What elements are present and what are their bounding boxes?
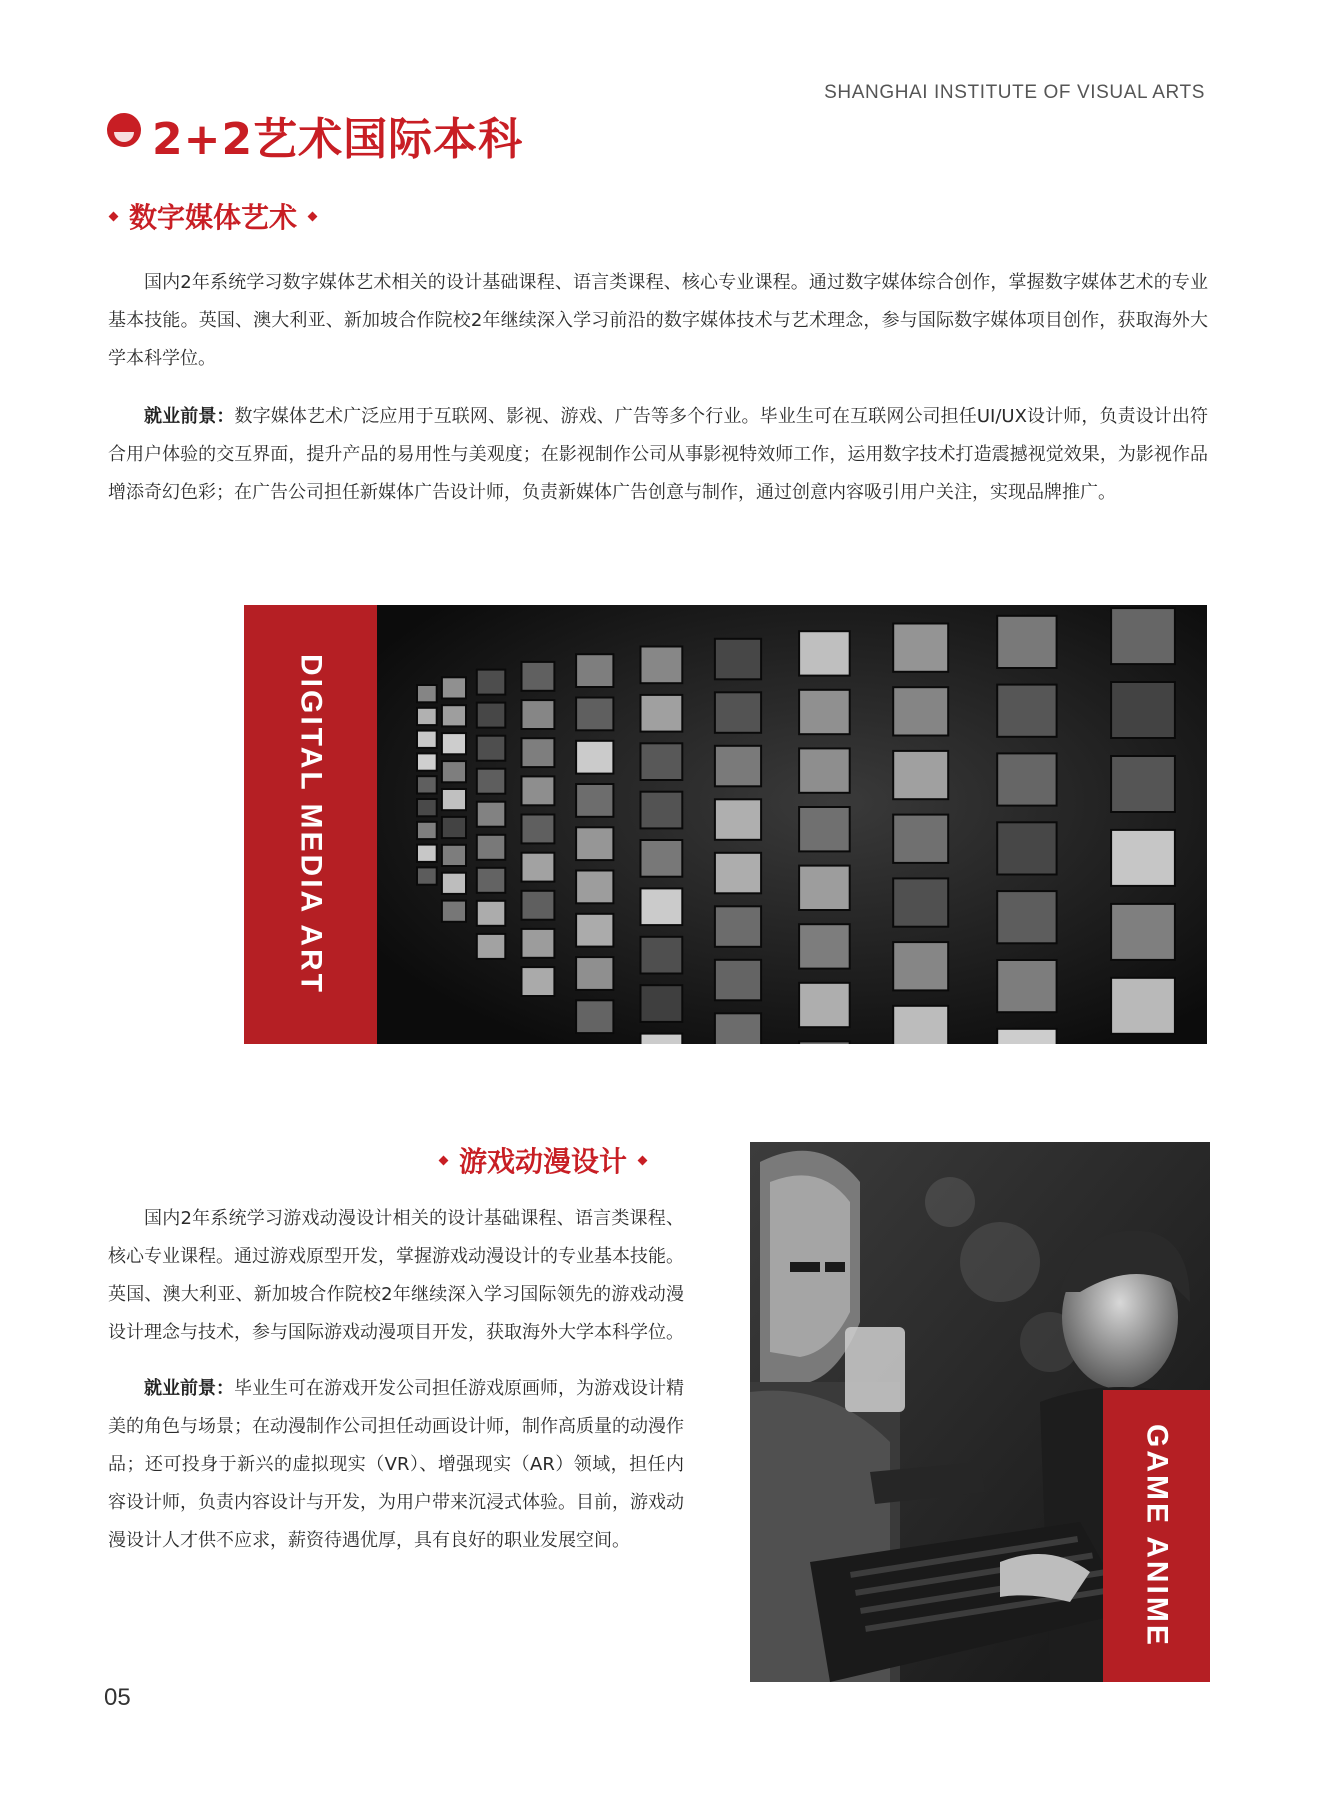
screen-tile	[522, 929, 555, 958]
screen-tile	[576, 827, 613, 860]
screen-tile	[641, 840, 683, 877]
screen-tile	[477, 868, 506, 893]
screen-tile	[576, 1000, 613, 1033]
screen-tile	[893, 751, 948, 799]
institute-name: SHANGHAI INSTITUTE OF VISUAL ARTS	[824, 82, 1205, 103]
screen-tile	[997, 616, 1056, 668]
screen-tile	[715, 639, 761, 680]
screen-tile	[417, 799, 437, 816]
screen-tile	[477, 736, 506, 761]
screen-tile	[576, 914, 613, 947]
screen-tile	[641, 937, 683, 974]
screen-tile	[893, 1006, 948, 1044]
game-anime-text	[108, 1200, 684, 1560]
screen-tile	[576, 654, 613, 687]
screen-tile	[715, 799, 761, 840]
digital-media-label	[244, 605, 377, 1044]
game-anime-label-text: GAME ANIME	[1140, 1424, 1174, 1648]
section-heading-text: 游戏动漫设计	[459, 1145, 628, 1178]
screen-tile	[1111, 608, 1175, 664]
page-number: 05	[104, 1684, 131, 1711]
screen-tile	[641, 792, 683, 829]
screen-tile	[442, 817, 466, 838]
career-text: 毕业生可在游戏开发公司担任游戏原画师，为游戏设计精美的角色与场景；在动漫制作公司担任动画设计师，制作高质量的动漫作品；还可投身于新兴的虚拟现实（VR）、增强现实（AR）领域，担任内容设计师，负责内容设计与开发，为用户带来沉浸式体验。目前，游戏动漫设计人才供不应求，薪资待遇优厚，具有良好的职业发展空间。	[108, 1378, 684, 1551]
screen-tile	[522, 815, 555, 844]
screen-tile	[477, 703, 506, 728]
screen-tile	[641, 695, 683, 732]
screen-tile	[576, 784, 613, 817]
career-text: 数字媒体艺术广泛应用于互联网、影视、游戏、广告等多个行业。毕业生可在互联网公司担任UI/UX设计师，负责设计出符合用户体验的交互界面，提升产品的易用性与美观度；在影视制作公司从事影视特效师工作，运用数字技术打造震撼视觉效果，为影视作品增添奇幻色彩；在广告公司担任新媒体广告设计师，负责新媒体广告创意与制作，通过创意内容吸引用户关注，实现品牌推广。	[108, 406, 1208, 503]
screen-tile	[799, 748, 850, 792]
screen-tile	[576, 957, 613, 990]
screen-tile	[799, 807, 850, 851]
screen-tile	[893, 624, 948, 672]
screen-tile	[997, 753, 1056, 805]
screen-tile	[442, 733, 466, 754]
screen-tile	[576, 871, 613, 904]
screen-wall-image	[377, 605, 1207, 1044]
screen-tile	[442, 873, 466, 894]
screen-tile	[477, 835, 506, 860]
screen-tile	[576, 741, 613, 774]
screen-tile	[1111, 756, 1175, 812]
screen-tile	[442, 705, 466, 726]
screen-tile	[522, 776, 555, 805]
screen-tile	[893, 687, 948, 735]
digital-media-career	[108, 398, 1208, 512]
screen-tile	[522, 662, 555, 691]
digital-media-label-text: DIGITAL MEDIA ART	[294, 654, 328, 995]
screen-tile	[417, 685, 437, 702]
screen-tile	[997, 891, 1056, 943]
screen-tile	[477, 769, 506, 794]
diamond-icon	[439, 1155, 449, 1165]
screen-tile	[641, 647, 683, 684]
screen-tile	[641, 985, 683, 1022]
game-anime-intro: 国内2年系统学习游戏动漫设计相关的设计基础课程、语言类课程、核心专业课程。通过游戏原型开发，掌握游戏动漫设计的专业基本技能。英国、澳大利亚、新加坡合作院校2年继续深入学习国际领先的游戏动漫设计理念与技术，参与国际游戏动漫项目开发，获取海外大学本科学位。	[108, 1208, 684, 1343]
screen-tile	[477, 802, 506, 827]
screen-tile	[1111, 682, 1175, 738]
career-label: 就业前景：	[144, 1378, 234, 1399]
diamond-icon	[308, 211, 318, 221]
digital-media-text	[108, 264, 1208, 512]
screen-tile	[522, 853, 555, 882]
red-circle-icon	[106, 112, 142, 148]
diamond-icon	[109, 211, 119, 221]
screen-tile	[997, 822, 1056, 874]
screen-tile	[576, 698, 613, 731]
screen-tile	[522, 891, 555, 920]
screen-tile	[417, 845, 437, 862]
screen-tile	[715, 692, 761, 733]
screen-tile	[1111, 904, 1175, 960]
screen-tile	[477, 670, 506, 695]
screen-tile	[641, 743, 683, 780]
screen-tile	[442, 677, 466, 698]
screen-tile	[799, 690, 850, 734]
screen-tile	[477, 901, 506, 926]
screen-tile	[477, 934, 506, 959]
screen-tile	[1111, 978, 1175, 1034]
digital-media-intro: 国内2年系统学习数字媒体艺术相关的设计基础课程、语言类课程、核心专业课程。通过数字媒体综合创作，掌握数字媒体艺术的专业基本技能。英国、澳大利亚、新加坡合作院校2年继续深入学习前沿的数字媒体技术与艺术理念，参与国际数字媒体项目创作，获取海外大学本科学位。	[108, 272, 1208, 369]
career-label: 就业前景：	[144, 406, 235, 427]
screen-tile	[893, 878, 948, 926]
screen-tile	[799, 983, 850, 1027]
section-heading-game-anime	[428, 1140, 658, 1180]
screen-tile	[522, 967, 555, 996]
screen-tile	[715, 960, 761, 1001]
screen-tile	[715, 906, 761, 947]
section-heading-text: 数字媒体艺术	[129, 201, 298, 234]
screen-tile	[417, 708, 437, 725]
screen-tile	[417, 776, 437, 793]
screen-tile	[997, 685, 1056, 737]
screen-tile	[1111, 830, 1175, 886]
screen-tile	[442, 845, 466, 866]
screen-tile	[715, 853, 761, 894]
screen-tile	[799, 631, 850, 675]
screen-tile	[799, 866, 850, 910]
screen-tile	[893, 815, 948, 863]
screen-tile	[417, 867, 437, 884]
screen-tile	[715, 746, 761, 787]
section-heading-digital-media	[98, 196, 328, 236]
screen-tile	[417, 822, 437, 839]
screen-tile	[715, 1013, 761, 1044]
screen-tile	[799, 924, 850, 968]
screen-tile	[522, 700, 555, 729]
screen-tile	[417, 731, 437, 748]
game-anime-label	[1103, 1390, 1210, 1682]
game-anime-career	[108, 1370, 684, 1560]
screen-tile	[417, 753, 437, 770]
digital-media-photo	[377, 605, 1207, 1044]
diamond-icon	[638, 1155, 648, 1165]
screen-tile	[641, 1034, 683, 1044]
screen-tile	[893, 942, 948, 990]
screen-tile	[442, 789, 466, 810]
screen-tile	[442, 901, 466, 922]
page-title: 2+2艺术国际本科	[152, 114, 524, 165]
screen-tile	[997, 960, 1056, 1012]
screen-tile	[799, 1041, 850, 1044]
screen-tile	[442, 761, 466, 782]
screen-tile	[641, 888, 683, 925]
screen-tile	[522, 738, 555, 767]
screen-tile	[997, 1029, 1056, 1044]
